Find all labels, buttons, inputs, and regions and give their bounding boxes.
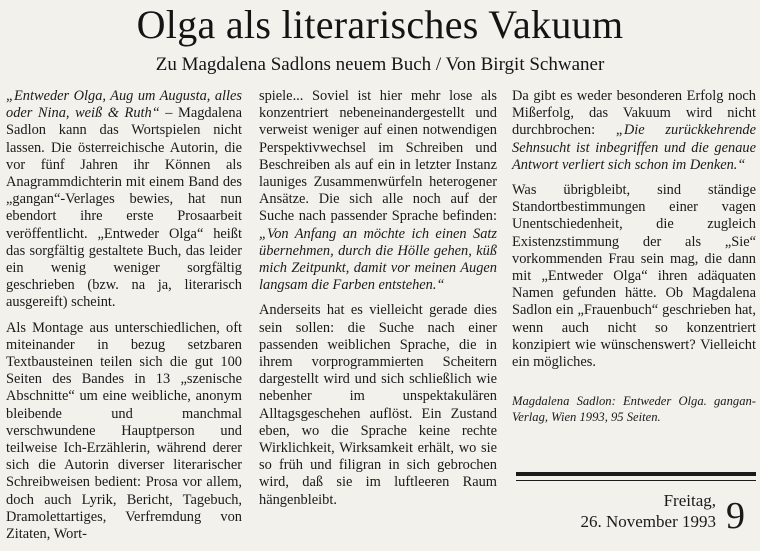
text-column-1 (6, 88, 242, 551)
article-headline: Olga als literarisches Vakuum (136, 2, 624, 47)
text-column-3 (512, 88, 756, 425)
paragraph-text: spiele... Soviel ist hier mehr lose als konzentriert nebeneinandergestellt und verweist weniger auf einen notwendigen Perspektivwechsel im Schreiben und Beschreiben als auf ein in letzter Instanz launiges Zusammenwürfeln heterogener Ansätze. Die sich alle noch auf der Suche nach passender Sprache befinden: (259, 88, 497, 225)
paragraph-text: – Magdalena Sadlon kann das Wortspielen nicht lassen. Die österreichische Autorin, die vor fünf Jahren ihr Können als Anagrammdichterin mit einem Band des „gangan“-Verlages bewies, hat nun ebendort ihre erste Prosaarbeit veröffentlicht. „Entweder Olga“ heißt das sorgfältig gestaltete Buch, das leider ein wenig weniger sorgfältig geschrieben (bzw. na ja, literarisch ausgereift) scheint. (6, 105, 242, 311)
paragraph: Als Montage aus unterschiedlichen, oft miteinander in bezug setzbaren Textbausteinen teilen sich die gut 100 Seiten des Bandes in 13 „szenische Abschnitte“ um eine weibliche, anonym bleibende und manchmal verschwundene Hauptperson und teilweise Ich-Erzählerin, während derer sich die Autorin diverser literarischer Schreibweisen bedient: Prosa vor allem, doch auch Lyrik, Bericht, Tagebuch, Dramolettartiges, Verfremdung von Zitaten, Wort- (6, 319, 242, 543)
page-number: 9 (726, 495, 745, 537)
paragraph (512, 88, 756, 174)
date: 26. November 1993 (580, 512, 716, 531)
weekday: Freitag, (663, 491, 716, 510)
footer-rule-thin (516, 480, 756, 481)
quote: „Von Anfang an möchte ich einen Satz übernehmen, durch die Hölle gehen, küß mich Zeitpunkt, damit vor meinen Augen langsam die Farben entstehen.“ (259, 225, 497, 294)
book-credit: Magdalena Sadlon: Entweder Olga. gangan-Verlag, Wien 1993, 95 Seiten. (512, 394, 756, 425)
issue-date (520, 490, 716, 532)
paragraph: Anderseits hat es vielleicht gerade dies sein sollen: die Suche nach einer passenden weiblichen Sprache, die in ihrem vorprogrammierten Scheitern dargestellt wird und sich schließlich wie nebenher im unspektakulären Alltagsgeschehen auflöst. Ein Zustand eben, wo die Sprache keine rechte Wirklichkeit, Wirksamkeit erhält, wo sie so früh und filigran in sich gebrochen wird, daß sie im luftleeren Raum hängenbleibt. (259, 302, 497, 508)
text-column-2 (259, 88, 497, 517)
paragraph-text: Da gibt es weder besonderen Erfolg noch Mißerfolg, das Vakuum wird nicht durchbrochen: (512, 88, 756, 139)
paragraph (6, 88, 242, 312)
footer-rule-thick (516, 472, 756, 476)
quote: „Entweder Olga, Aug um Augusta, alles oder Nina, weiß & Ruth“ (6, 88, 242, 122)
paragraph (259, 88, 497, 294)
quote: „Die zurückkehrende Sehnsucht ist inbegriffen und die genaue Antwort verliert sich schon im Denken.“ (512, 122, 756, 173)
article-subhead: Zu Magdalena Sadlons neuem Buch / Von Birgit Schwaner (155, 54, 605, 75)
paragraph: Was übrigbleibt, sind ständige Standortbestimmungen einer vagen Unentschiedenheit, die zugleich Existenzstimmung der als „Sie“ vorkommenden Frau sein mag, die dann mit „Entweder Olga“ ihren adäquaten Namen gefunden hätte. Ob Magdalena Sadlon ein „Frauenbuch“ geschrieben hat, wenn auch nicht so konzentriert konzipiert wie wünschenswert? Vielleicht ein mögliches. (512, 182, 756, 371)
